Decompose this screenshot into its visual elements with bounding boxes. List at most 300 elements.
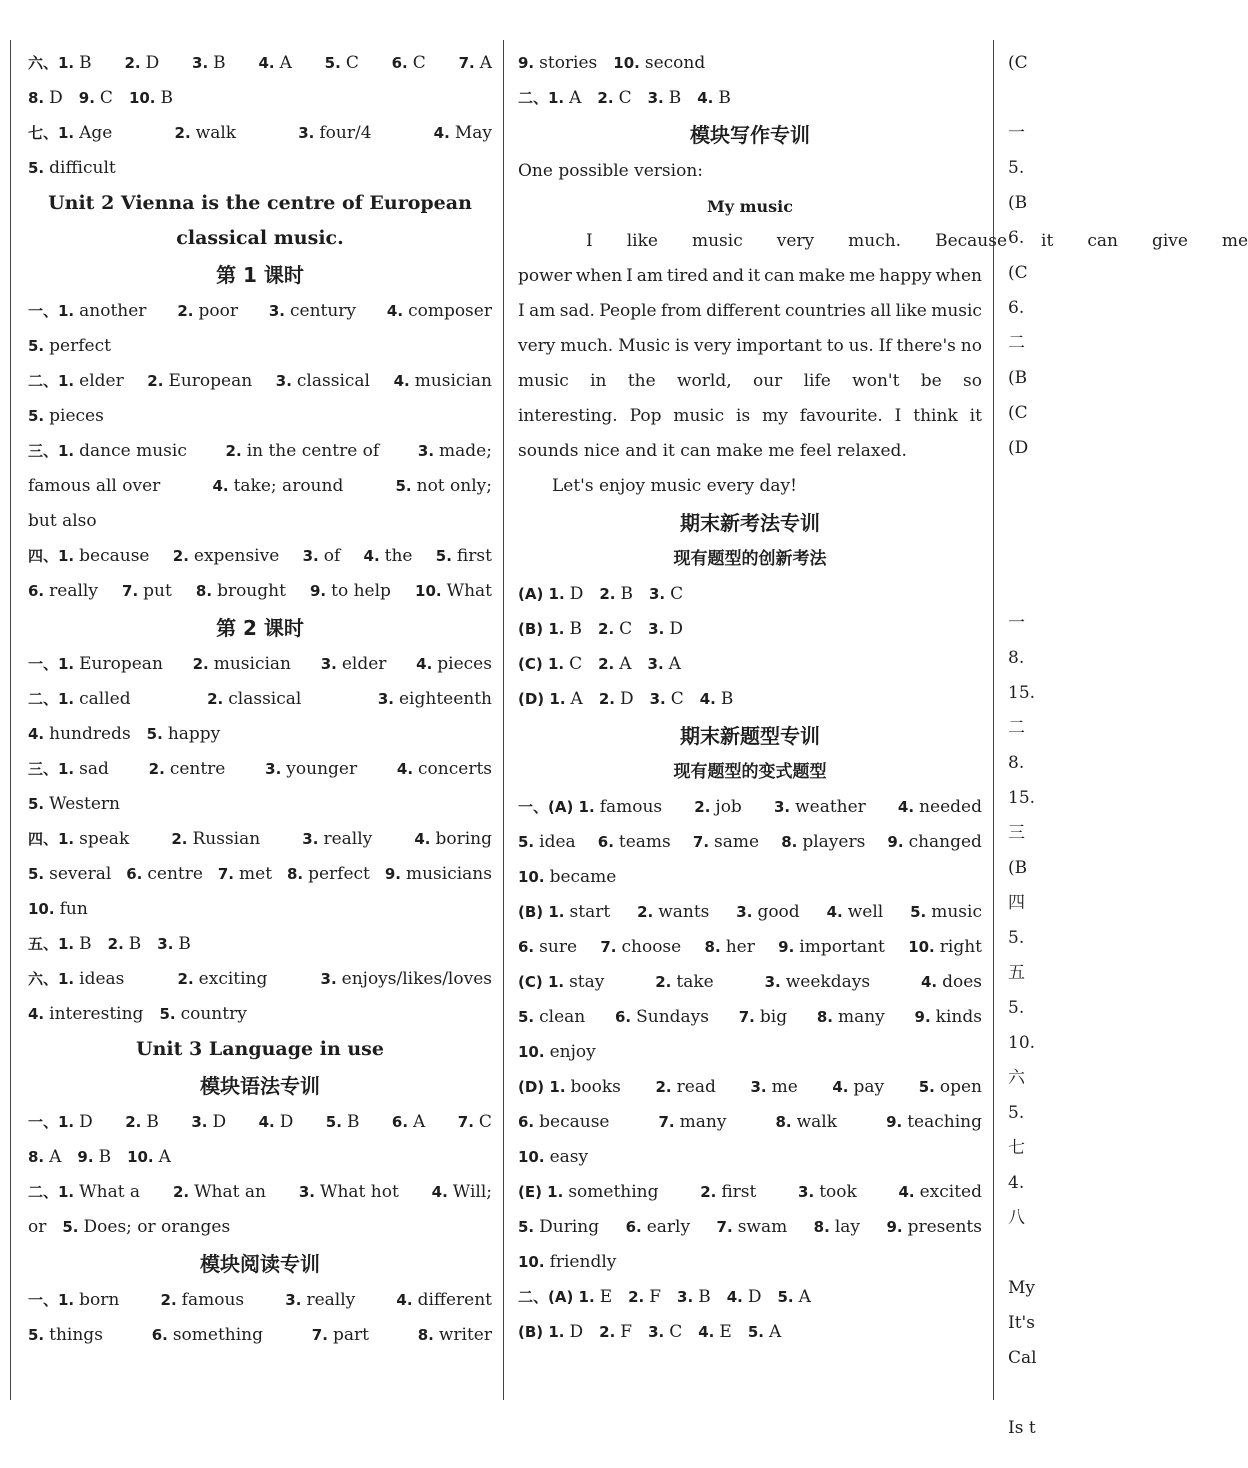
item-answer: boring xyxy=(435,829,492,849)
item-answer: sad xyxy=(79,759,109,779)
item-number: 2. xyxy=(599,585,616,603)
item-number: (D) 1. xyxy=(518,690,566,708)
item-number: 2. xyxy=(225,442,242,460)
item-number: 2. xyxy=(147,372,164,390)
answer-item xyxy=(28,434,187,469)
answer-item xyxy=(196,574,286,609)
answer-item xyxy=(77,1140,111,1175)
item-answer: B xyxy=(698,1287,711,1307)
answer-item xyxy=(177,294,238,329)
item-answer: difficult xyxy=(49,158,116,178)
answer-item xyxy=(727,1280,762,1315)
answer-item xyxy=(207,682,301,717)
essay-word: tired xyxy=(666,266,709,286)
item-number: 5. xyxy=(62,1218,79,1236)
text-line: (B xyxy=(1008,858,1028,878)
answer-item xyxy=(827,895,884,930)
text-line: (C xyxy=(1008,403,1028,423)
answer-item xyxy=(395,469,492,504)
item-number: 5. xyxy=(747,1323,764,1341)
answer-row xyxy=(28,822,492,857)
answer-row xyxy=(28,1105,492,1140)
item-answer: A xyxy=(49,1147,62,1167)
answer-item xyxy=(518,1210,599,1245)
item-answer: many xyxy=(837,1007,885,1027)
item-answer: easy xyxy=(549,1147,589,1167)
essay-word: very xyxy=(518,336,556,356)
item-answer: Western xyxy=(49,794,120,814)
item-number: 4. xyxy=(28,725,45,743)
item-answer: something xyxy=(172,1325,264,1345)
item-number: 3. xyxy=(302,547,319,565)
answer-row xyxy=(518,577,982,612)
item-answer: of xyxy=(323,546,341,566)
item-number: 8. xyxy=(417,1326,434,1344)
item-answer: A xyxy=(279,53,292,73)
item-answer: elder xyxy=(79,371,124,391)
item-number: 四、1. xyxy=(28,547,75,565)
item-number: 七、1. xyxy=(28,124,75,142)
answer-item xyxy=(28,892,88,927)
essay-word: People xyxy=(599,301,657,321)
essay-word: countries xyxy=(784,301,866,321)
answer-item xyxy=(321,962,492,997)
item-answer: me xyxy=(771,1077,798,1097)
answer-row xyxy=(518,1140,982,1175)
answer-item xyxy=(518,1035,596,1070)
section-heading: 第 2 课时 xyxy=(216,616,304,640)
answer-row xyxy=(28,892,492,927)
item-answer: Does; or oranges xyxy=(83,1217,231,1237)
answer-item xyxy=(276,364,370,399)
item-number: 2. xyxy=(160,1291,177,1309)
item-answer: C xyxy=(478,1112,492,1132)
item-answer: D xyxy=(619,689,634,709)
answer-row xyxy=(518,46,982,81)
item-number: 8. xyxy=(816,1008,833,1026)
answer-item xyxy=(898,790,982,825)
answer-row xyxy=(28,682,492,717)
text-line xyxy=(1008,571,1048,606)
answer-item xyxy=(694,790,742,825)
item-number: 9. xyxy=(914,1008,931,1026)
item-number: 六、1. xyxy=(28,54,75,72)
answer-row xyxy=(28,1175,492,1210)
text-line: 5. xyxy=(1008,928,1025,948)
essay-word: there's xyxy=(896,336,956,356)
item-number: 3. xyxy=(191,1113,208,1131)
answer-item xyxy=(125,1105,159,1140)
essay-word: very xyxy=(776,231,815,251)
text-line: sounds nice and it can make me feel relaxed. xyxy=(518,441,907,461)
item-answer: made; xyxy=(439,441,492,461)
item-number: 9. xyxy=(518,54,535,72)
essay-word: am xyxy=(529,301,556,321)
answer-item xyxy=(258,46,291,81)
answer-item xyxy=(908,930,982,965)
item-answer: something xyxy=(568,1182,659,1202)
item-number: 3. xyxy=(320,970,337,988)
item-number: 4. xyxy=(386,302,404,320)
essay-word: music xyxy=(673,406,725,426)
answer-row xyxy=(518,1245,982,1280)
item-answer: in the centre of xyxy=(246,441,380,461)
item-answer: lay xyxy=(834,1217,860,1237)
answer-item xyxy=(175,116,237,151)
item-answer: job xyxy=(715,797,742,817)
item-number: 6. xyxy=(518,938,535,956)
answer-item xyxy=(287,857,370,892)
item-answer: elder xyxy=(341,654,387,674)
text-line xyxy=(1008,536,1048,571)
answer-item xyxy=(898,1175,982,1210)
essay-word: I xyxy=(518,301,525,321)
answer-item xyxy=(28,857,111,892)
item-answer: century xyxy=(289,301,357,321)
item-answer: wants xyxy=(658,902,710,922)
answer-row xyxy=(28,81,492,116)
item-answer: because xyxy=(539,1112,610,1132)
item-number: 3. xyxy=(647,89,664,107)
answer-item xyxy=(122,574,172,609)
item-number: 5. xyxy=(777,1288,794,1306)
answer-column-left xyxy=(28,46,492,1353)
item-number: 5. xyxy=(910,903,927,921)
text-line: 五 xyxy=(1008,963,1025,983)
answer-item xyxy=(518,682,583,717)
item-answer: became xyxy=(549,867,617,887)
essay-line xyxy=(518,399,982,434)
text-line xyxy=(1008,1376,1048,1411)
answer-item xyxy=(648,612,683,647)
item-number: 3. xyxy=(648,1323,665,1341)
essay-word: happy xyxy=(879,266,932,286)
text-line: 6. xyxy=(1008,298,1025,318)
item-number: 9. xyxy=(778,938,795,956)
answer-item xyxy=(28,116,112,151)
text-line: 5. xyxy=(1008,998,1025,1018)
item-answer: E xyxy=(599,1287,613,1307)
essay-word: If xyxy=(878,336,892,356)
answer-item xyxy=(161,1283,245,1318)
answer-item xyxy=(921,965,982,1000)
item-answer: kinds xyxy=(935,1007,982,1027)
item-answer: B xyxy=(79,934,92,954)
item-number: 一、(A) 1. xyxy=(518,798,595,816)
answer-item xyxy=(814,1210,860,1245)
answer-item xyxy=(28,329,111,364)
item-answer: the xyxy=(384,546,413,566)
essay-word: when xyxy=(935,266,982,286)
text-line: 二 xyxy=(1008,718,1025,738)
item-answer: swam xyxy=(737,1217,788,1237)
item-number: 6. xyxy=(391,1113,409,1131)
item-answer: right xyxy=(939,937,982,957)
item-answer: What hot xyxy=(319,1182,399,1202)
answer-item xyxy=(600,930,681,965)
answer-item xyxy=(598,647,631,682)
item-answer: take; around xyxy=(233,476,344,496)
text-line: Is t xyxy=(1008,1418,1036,1438)
item-number: 4. xyxy=(396,1291,413,1309)
answer-item xyxy=(159,997,246,1032)
essay-word: our xyxy=(752,371,783,391)
item-number: 3. xyxy=(750,1078,767,1096)
answer-item xyxy=(378,682,492,717)
item-answer: weather xyxy=(795,797,866,817)
answer-item xyxy=(705,930,755,965)
item-number: (E) 1. xyxy=(518,1183,564,1201)
answer-item xyxy=(598,825,671,860)
item-number: 5. xyxy=(395,477,412,495)
text-line xyxy=(1008,1236,1048,1271)
answer-item xyxy=(832,1070,884,1105)
answer-item xyxy=(677,1280,711,1315)
item-number: 8. xyxy=(775,1113,792,1131)
item-answer: pieces xyxy=(437,654,492,674)
item-number: 5. xyxy=(28,865,45,883)
item-answer: European xyxy=(79,654,163,674)
answer-item xyxy=(325,46,359,81)
item-answer: open xyxy=(939,1077,982,1097)
essay-word: us. xyxy=(848,336,874,356)
text-line: 5. xyxy=(1008,1103,1025,1123)
item-answer: C xyxy=(345,53,359,73)
item-answer: music xyxy=(931,902,982,922)
answer-item xyxy=(28,962,124,997)
answer-item xyxy=(649,577,683,612)
item-answer: classical xyxy=(296,371,370,391)
essay-line xyxy=(518,329,982,364)
answer-row xyxy=(518,1000,982,1035)
item-number: 8. xyxy=(286,865,304,883)
text-line: (B xyxy=(1008,368,1028,388)
item-answer: things xyxy=(49,1325,103,1345)
item-answer: expensive xyxy=(193,546,280,566)
essay-word: so xyxy=(963,371,982,391)
answer-row xyxy=(28,1210,492,1245)
item-answer: What xyxy=(446,581,492,601)
essay-line xyxy=(518,294,982,329)
item-number: 2. xyxy=(694,798,711,816)
essay-word: the xyxy=(627,371,656,391)
answer-item xyxy=(392,46,426,81)
item-number: 2. xyxy=(177,970,194,988)
answer-item xyxy=(265,752,357,787)
answer-item xyxy=(79,81,113,116)
item-answer: four/4 xyxy=(319,123,372,143)
item-number: 2. xyxy=(700,1183,717,1201)
answer-item xyxy=(28,752,109,787)
item-number: 9. xyxy=(78,89,95,107)
answer-row xyxy=(518,647,982,682)
item-number: 10. xyxy=(128,89,156,107)
item-answer: D xyxy=(145,53,160,73)
item-answer: D xyxy=(279,1112,294,1132)
column-divider-left xyxy=(10,40,11,1400)
item-answer: country xyxy=(180,1004,247,1024)
answer-item xyxy=(152,1318,263,1353)
item-number: 3. xyxy=(298,124,315,142)
answer-row xyxy=(518,1175,982,1210)
item-answer: really xyxy=(49,581,98,601)
answer-item xyxy=(518,46,597,81)
answer-item xyxy=(171,822,260,857)
item-answer: enjoys/likes/loves xyxy=(341,969,492,989)
essay-word: to xyxy=(826,336,844,356)
answer-item xyxy=(910,895,982,930)
answer-item xyxy=(285,1283,355,1318)
item-answer: needed xyxy=(919,797,982,817)
essay-word: music xyxy=(931,301,982,321)
item-answer: E xyxy=(719,1322,732,1342)
answer-item xyxy=(748,1315,781,1350)
item-answer: many xyxy=(679,1112,727,1132)
item-number: 10. xyxy=(415,582,442,600)
item-number: 4. xyxy=(416,655,433,673)
essay-word: am xyxy=(636,266,663,286)
item-answer: presents xyxy=(907,1217,982,1237)
item-answer: her xyxy=(725,937,755,957)
item-number: 2. xyxy=(124,54,141,72)
text-line: 一 xyxy=(1008,613,1025,633)
answer-item xyxy=(418,1318,492,1353)
item-answer: A xyxy=(619,654,632,674)
answer-item xyxy=(518,825,576,860)
item-number: 3. xyxy=(285,1291,302,1309)
answer-item xyxy=(626,1210,691,1245)
item-answer: A xyxy=(569,88,582,108)
item-number: (A) 1. xyxy=(518,585,565,603)
item-number: 三、1. xyxy=(28,760,75,778)
item-answer: B xyxy=(79,53,92,73)
text-line: My xyxy=(1008,1278,1036,1298)
item-number: 4. xyxy=(897,798,915,816)
item-answer: first xyxy=(456,546,492,566)
item-number: 9. xyxy=(887,833,904,851)
section-heading: 第 1 课时 xyxy=(216,263,304,287)
answer-item xyxy=(149,752,226,787)
text-line: (B xyxy=(1008,193,1028,213)
item-number: 9. xyxy=(886,1218,903,1236)
answer-item xyxy=(147,717,221,752)
answer-item xyxy=(396,1283,492,1318)
item-number: 二、1. xyxy=(518,89,565,107)
item-number: 4. xyxy=(414,830,431,848)
item-answer: C xyxy=(669,1322,683,1342)
item-answer: take xyxy=(676,972,714,992)
item-answer: stay xyxy=(569,972,605,992)
item-answer: hundreds xyxy=(49,724,131,744)
answer-item xyxy=(62,1210,230,1245)
essay-word: me xyxy=(1221,231,1248,251)
item-number: 7. xyxy=(716,1218,733,1236)
essay-word: in xyxy=(590,371,607,391)
answer-item xyxy=(127,1140,171,1175)
item-answer: first xyxy=(721,1182,757,1202)
item-number: 3. xyxy=(798,1183,815,1201)
answer-row xyxy=(518,682,982,717)
item-number: 4. xyxy=(697,89,714,107)
item-number: 6. xyxy=(391,54,408,72)
answer-column-right-partial xyxy=(1008,46,1048,1446)
text-line: It's xyxy=(1008,1313,1035,1333)
answer-row xyxy=(518,1280,982,1315)
item-number: 8. xyxy=(28,89,45,107)
answer-item xyxy=(28,294,146,329)
item-answer: Sundays xyxy=(636,1007,710,1027)
item-number: 9. xyxy=(310,582,327,600)
answer-item xyxy=(28,717,131,752)
item-answer: enjoy xyxy=(549,1042,596,1062)
answer-item xyxy=(397,752,492,787)
item-number: 4. xyxy=(920,973,938,991)
item-answer: A xyxy=(570,689,583,709)
answer-item xyxy=(518,790,662,825)
answer-item xyxy=(28,399,104,434)
answer-item xyxy=(28,504,97,539)
text-line xyxy=(1008,81,1048,116)
essay-word: make xyxy=(798,266,846,286)
essay-word: it xyxy=(969,406,982,426)
item-answer: B xyxy=(178,934,191,954)
essay-word: favourite. xyxy=(799,406,883,426)
item-number: 10. xyxy=(908,938,935,956)
essay-word: I xyxy=(586,231,593,251)
item-answer: teams xyxy=(618,832,671,852)
item-number: 2. xyxy=(598,620,615,638)
answer-item xyxy=(28,1105,93,1140)
item-answer: musicians xyxy=(405,864,492,884)
answer-item xyxy=(28,539,149,574)
item-answer: A xyxy=(668,654,681,674)
item-number: 4. xyxy=(431,1183,448,1201)
answer-item xyxy=(613,46,705,81)
answer-item xyxy=(129,81,173,116)
unit-heading: Unit 3 Language in use xyxy=(136,1038,384,1060)
answer-item xyxy=(599,577,633,612)
item-answer: pieces xyxy=(49,406,104,426)
answer-item xyxy=(326,1105,360,1140)
item-answer: weekdays xyxy=(785,972,871,992)
item-number: 6. xyxy=(28,582,45,600)
text-line: (C xyxy=(1008,53,1028,73)
item-number: 2. xyxy=(174,124,191,142)
item-answer: poor xyxy=(198,301,238,321)
item-number: (D) 1. xyxy=(518,1078,566,1096)
item-answer: C xyxy=(99,88,113,108)
item-number: 4. xyxy=(898,1183,915,1201)
essay-word: be xyxy=(920,371,942,391)
answer-row xyxy=(28,787,492,822)
item-number: 5. xyxy=(325,1113,342,1131)
item-number: 2. xyxy=(598,690,615,708)
item-answer: perfect xyxy=(308,864,370,884)
essay-word: it xyxy=(747,266,761,286)
answer-row xyxy=(518,965,982,1000)
answer-item xyxy=(28,647,163,682)
answer-item xyxy=(518,1245,616,1280)
item-answer: good xyxy=(757,902,800,922)
answer-item xyxy=(518,895,610,930)
item-answer: fun xyxy=(59,899,88,919)
item-number: (B) 1. xyxy=(518,903,565,921)
answer-item xyxy=(656,1070,716,1105)
item-answer: What an xyxy=(194,1182,266,1202)
item-number: 8. xyxy=(195,582,213,600)
item-number: 6. xyxy=(597,833,614,851)
item-number: 4. xyxy=(258,54,275,72)
